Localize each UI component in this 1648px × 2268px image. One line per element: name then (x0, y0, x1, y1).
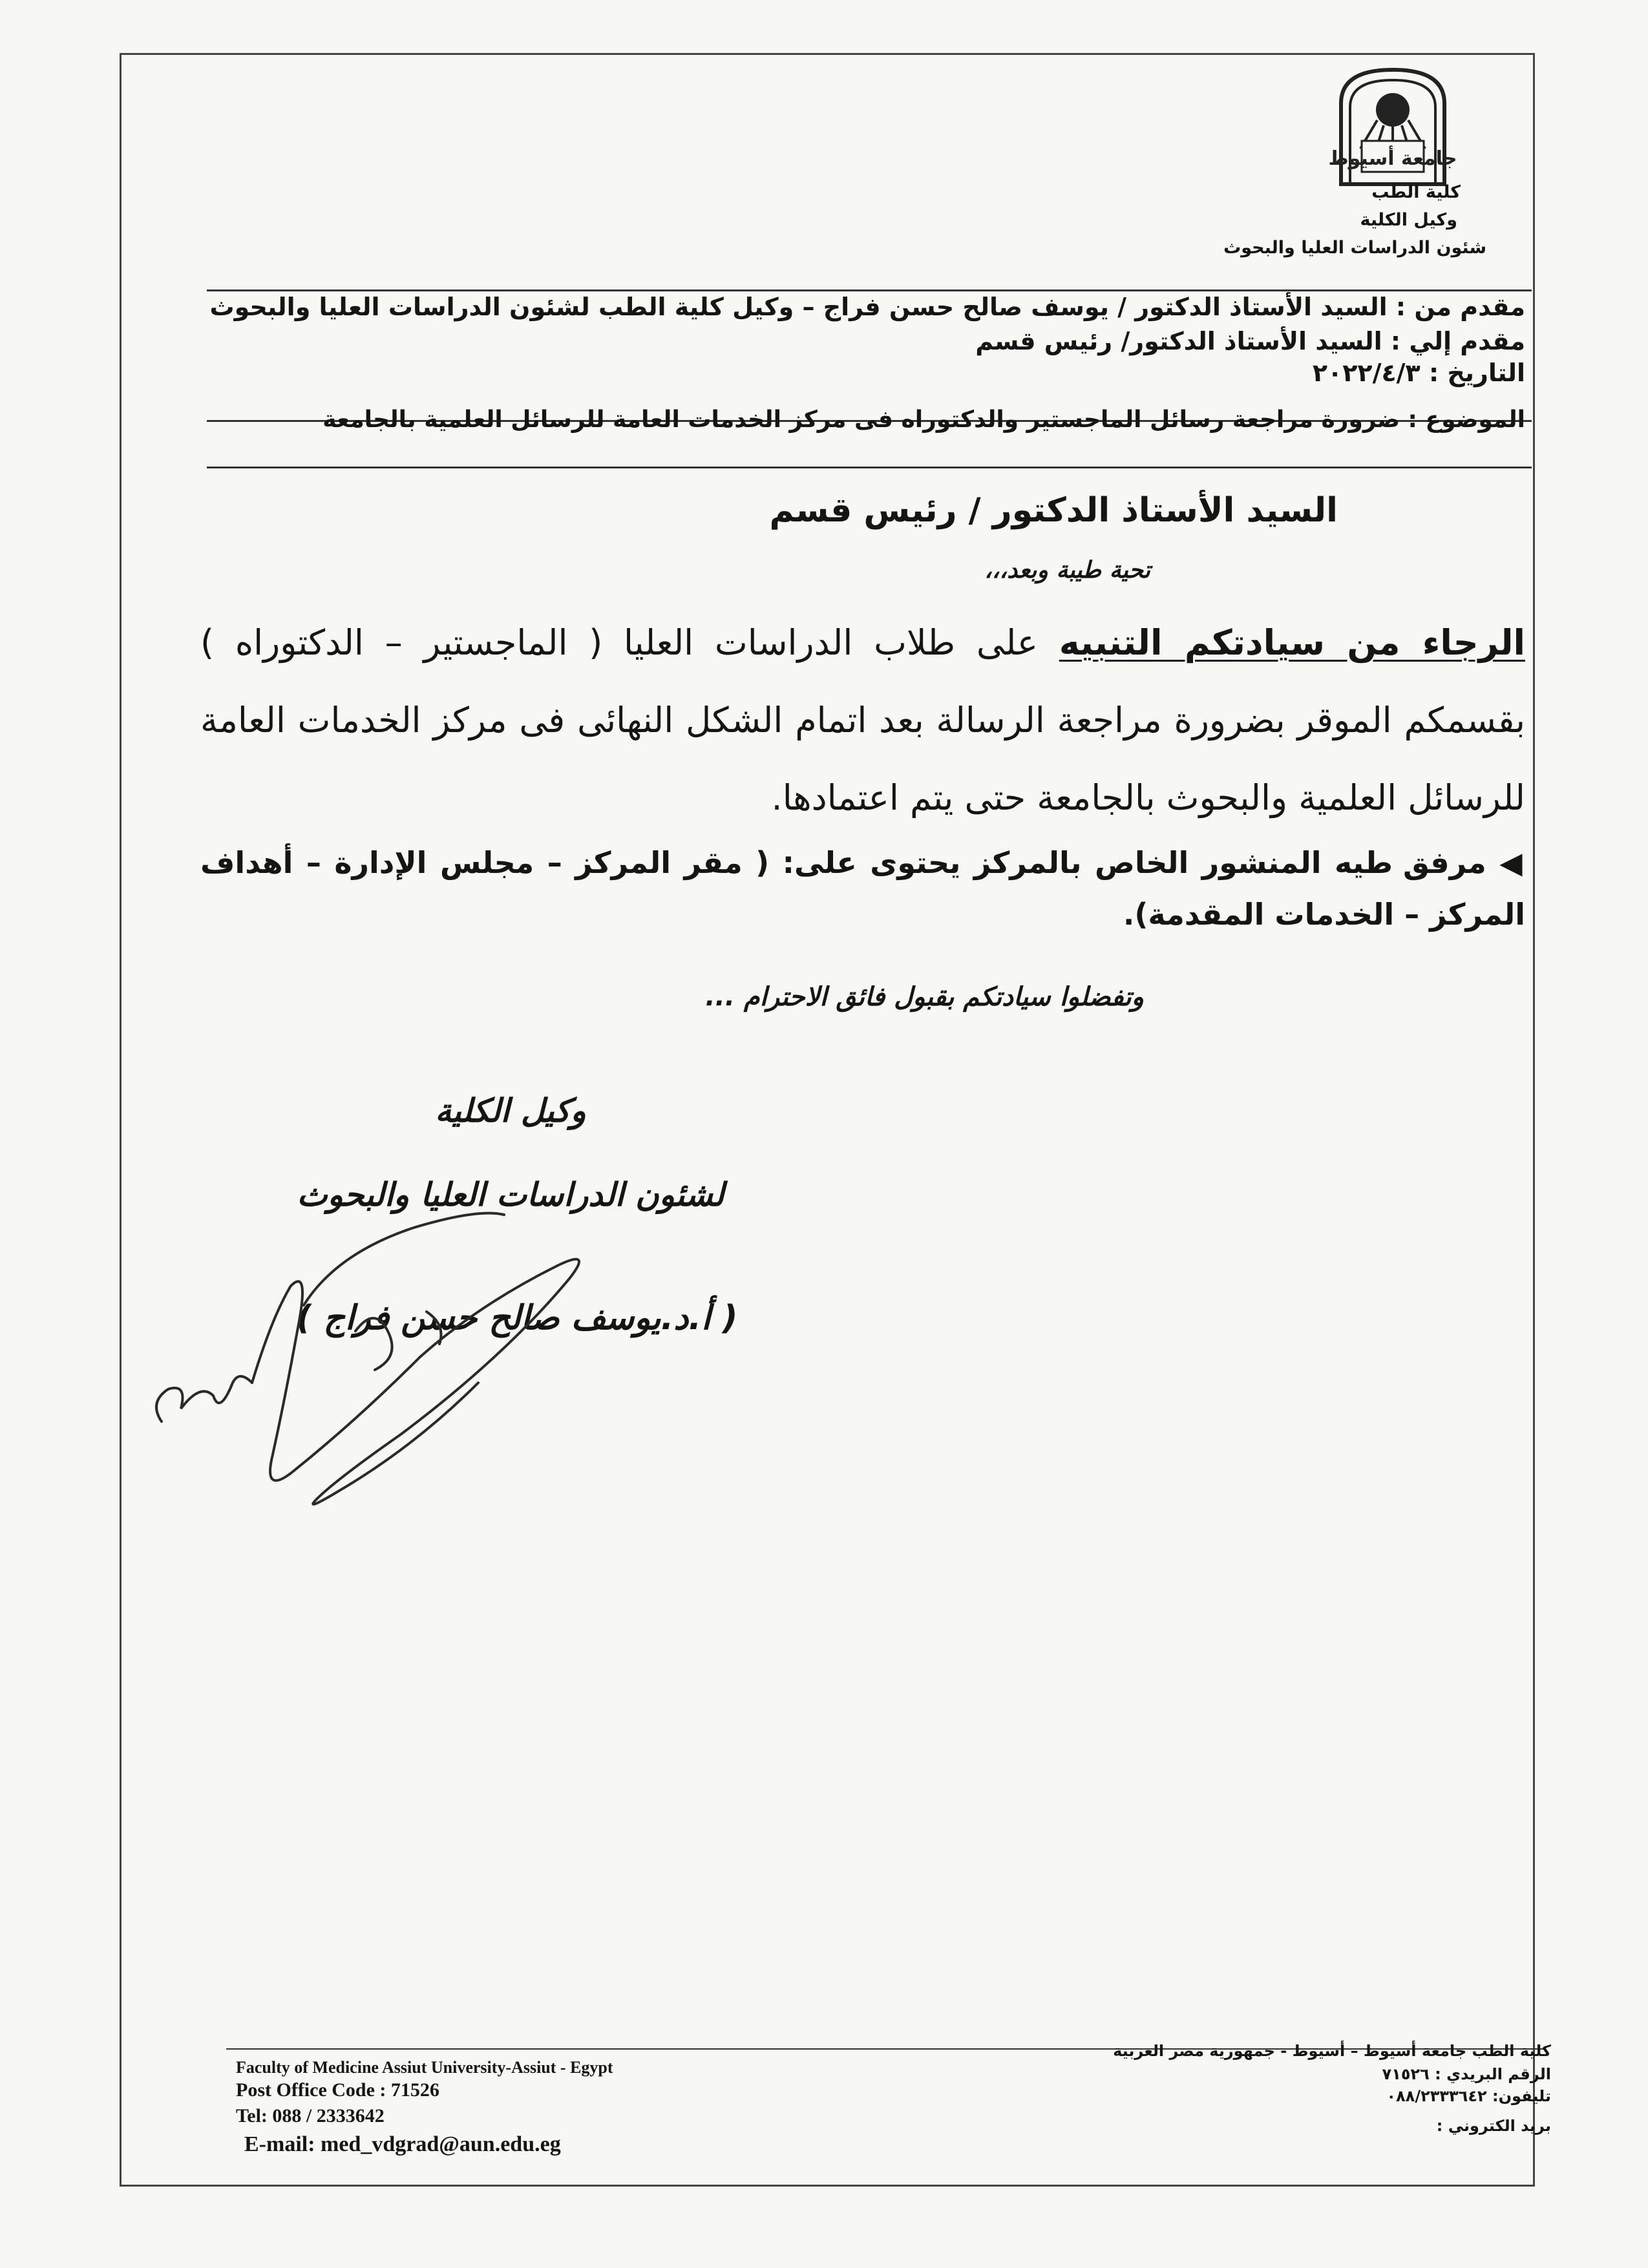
signature-affairs: لشئون الدراسات العليا والبحوث (297, 1176, 724, 1213)
bullet-arrow-icon: ◀ (1486, 845, 1526, 880)
attachment-text: مرفق طيه المنشور الخاص بالمركز يحتوى على: ( مقر المركز – مجلس الإدارة – أهداف المركز – الخدمات المقدمة). (200, 845, 1525, 932)
signature-name: ( أ.د.يوسف صالح حسن فراج ) (296, 1299, 738, 1338)
footer-en-phone: Tel: 088 / 2333642 (236, 2105, 385, 2126)
footer-ar-postcode: الرقم البريدي : ٧١٥٢٦ (1382, 2065, 1551, 2083)
salutation: السيد الأستاذ الدكتور / رئيس قسم (769, 491, 1338, 530)
handwritten-signature (142, 1189, 659, 1525)
closing: وتفضلوا سيادتكم بقبول فائق الاحترام ... (705, 982, 1144, 1012)
footer-en-address: Faculty of Medicine Assiut University-Assiut - Egypt (236, 2058, 613, 2077)
request-text: على طلاب الدراسات العليا ( الماجستير – الدكتوراه ) بقسمكم الموقر بضرورة مراجعة الرسالة بعد اتمام الشكل النهائى فى مركز الخدمات العامة للرسائل العلمية والبحوث بالجامعة حتى يتم اعتمادها. (200, 622, 1525, 818)
footer-ar-address: كلية الطب جامعة أسيوط – أسيوط - جمهورية مصر العربية (1113, 2042, 1551, 2060)
faculty-name: كلية الطب (1371, 182, 1461, 202)
request-lead: الرجاء من سيادتكم التنبيه (1059, 622, 1525, 663)
vice-dean-title: وكيل الكلية (1360, 210, 1457, 230)
subject-bottom-rule (207, 467, 1532, 468)
svg-text:جامعة أسيوط: جامعة أسيوط (1328, 147, 1457, 170)
attachment-note (200, 837, 1525, 940)
greeting: تحية طيبة وبعد،،، (984, 557, 1150, 583)
footer-ar-phone: تليفون: ٠٨٨/٢٣٣٣٦٤٢ (1386, 2087, 1551, 2105)
university-logo (1328, 65, 1457, 187)
body-paragraph (200, 604, 1525, 837)
memo-from: مقدم من : السيد الأستاذ الدكتور / يوسف صالح حسن فراج – وكيل كلية الطب لشئون الدراسات العليا والبحوث (209, 293, 1525, 321)
memo-date: التاريخ : ٢٠٢٢/٤/٣ (1312, 359, 1525, 387)
memo-to: مقدم إلي : السيد الأستاذ الدكتور/ رئيس قسم (975, 327, 1525, 355)
signature-title: وكيل الكلية (435, 1092, 586, 1129)
memo-subject: الموضوع : ضرورة مراجعة رسائل الماجستير والدكتوراه فى مركز الخدمات العامة للرسائل العلمية بالجامعة (322, 406, 1525, 433)
header-rule (207, 289, 1532, 291)
department-name: شئون الدراسات العليا والبحوث (1223, 238, 1486, 258)
footer-en-email: E-mail: med_vdgrad@aun.edu.eg (244, 2132, 561, 2156)
footer-ar-email: بريد الكتروني : (1436, 2117, 1551, 2135)
footer-en-postcode: Post Office Code : 71526 (236, 2079, 439, 2101)
